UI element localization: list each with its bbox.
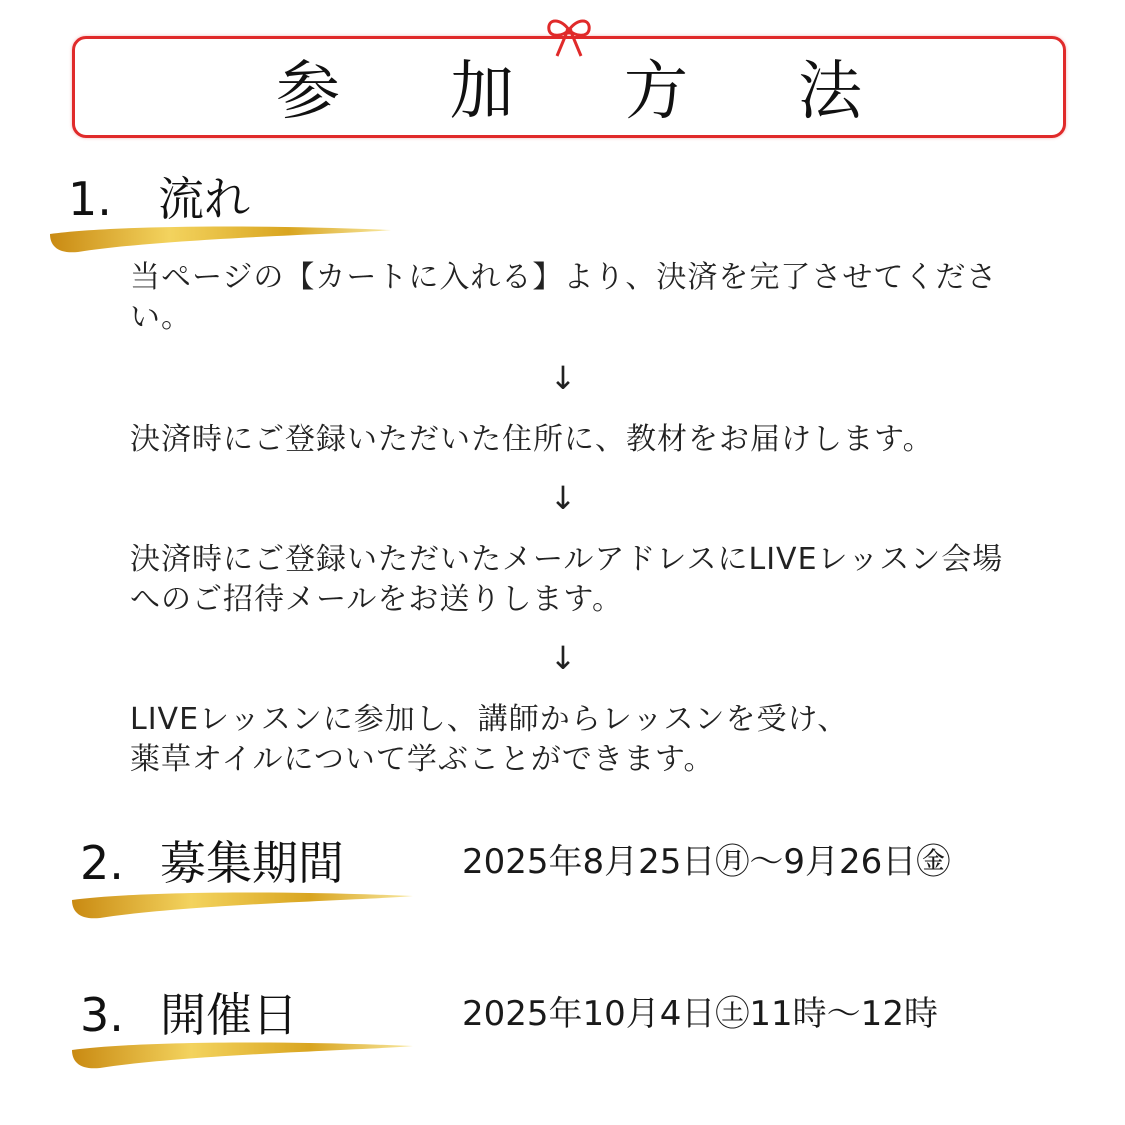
page-title: 参加方法 (276, 55, 972, 129)
section-number: 1. (68, 172, 112, 226)
section-title: 流れ (158, 172, 250, 226)
section-number: 2. (80, 836, 124, 890)
section-heading-date (80, 988, 298, 1042)
flow-step-2: 決済時にご登録いただいた住所に、教材をお届けします。 (130, 422, 934, 457)
arrow-down-icon: ↓ (549, 359, 577, 397)
arrow-down-icon: ↓ (549, 639, 577, 677)
section-number: 3. (80, 988, 124, 1042)
section-heading-period (80, 836, 344, 890)
section-heading-flow (68, 172, 250, 226)
flow-step-1: 当ページの【カートに入れる】より、決済を完了させてください。 (130, 260, 998, 335)
section-title: 募集期間 (160, 836, 344, 890)
flow-step-4: LIVEレッスンに参加し、講師からレッスンを受け、 薬草オイルについて学ぶことができます。 (130, 702, 849, 777)
section-title: 開催日 (160, 988, 298, 1042)
event-date-value: 2025年10月4日㊏11時～12時 (462, 994, 938, 1034)
recruitment-period-value: 2025年8月25日㊊～9月26日㊎ (462, 842, 951, 882)
arrow-down-icon: ↓ (549, 479, 577, 517)
flow-step-3: 決済時にご登録いただいたメールアドレスにLIVEレッスン会場へのご招待メールをお送りします。 (130, 542, 1004, 617)
gold-brush-underline (70, 1038, 415, 1074)
gold-brush-underline (70, 888, 415, 924)
gold-brush-underline (48, 222, 393, 258)
